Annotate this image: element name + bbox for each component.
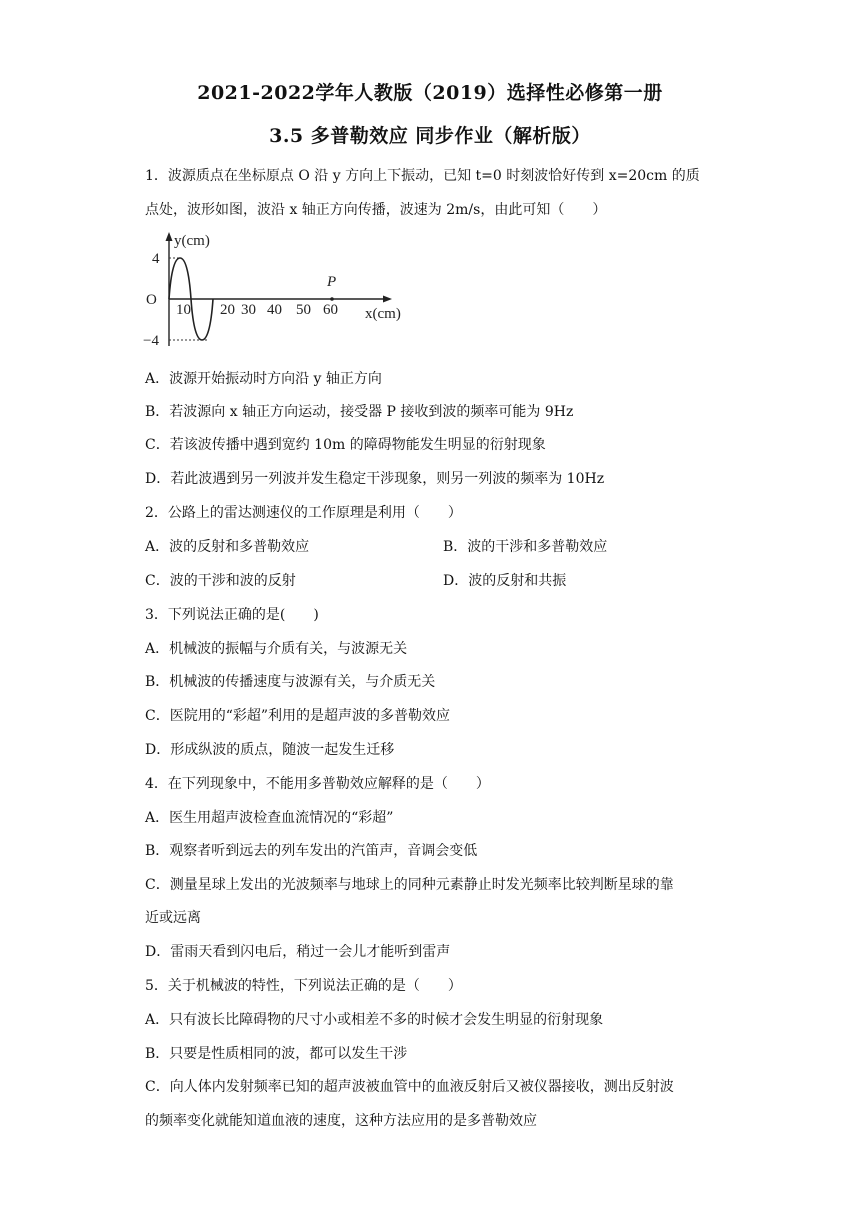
q4-option-a: A．医生用超声波检查血流情况的“彩超” xyxy=(145,810,394,826)
q1-option-b: B．若波源向 x 轴正方向运动，接受器 P 接收到波的频率可能为 9Hz xyxy=(145,404,574,420)
q4-option-b: B．观察者听到远去的列车发出的汽笛声，音调会变低 xyxy=(145,843,478,859)
y-tick-pos: 4 xyxy=(152,251,160,267)
q2-stem: 2．公路上的雷达测速仪的工作原理是利用（ ） xyxy=(145,505,462,521)
q1-stem-line-2: 点处，波形如图，波沿 x 轴正方向传播，波速为 2m/s，由此可知（ ） xyxy=(145,202,607,218)
y-tick-neg: −4 xyxy=(143,333,159,349)
q1-option-d: D．若此波遇到另一列波并发生稳定干涉现象，则另一列波的频率为 10Hz xyxy=(145,471,605,487)
q4-option-d: D．雷雨天看到闪电后，稍过一会儿才能听到雷声 xyxy=(145,944,451,960)
q4-option-c-line-1: C．测量星球上发出的光波频率与地球上的同种元素静止时发光频率比较判断星球的靠 xyxy=(145,877,674,893)
q5-option-b: B．只要是性质相同的波，都可以发生干涉 xyxy=(145,1046,408,1062)
point-p-marker xyxy=(330,297,334,301)
q5-option-c-line-1: C．向人体内发射频率已知的超声波被血管中的血液反射后又被仪器接收，测出反射波 xyxy=(145,1079,674,1095)
x-tick-40: 40 xyxy=(267,302,282,318)
x-tick-20: 20 xyxy=(220,302,235,318)
x-axis-label: x(cm) xyxy=(365,306,401,322)
q5-option-c-line-2: 的频率变化就能知道血液的速度，这种方法应用的是多普勒效应 xyxy=(145,1113,537,1129)
title-line-1: 2021-2022学年人教版（2019）选择性必修第一册 xyxy=(197,82,663,104)
q1-option-a: A．波源开始振动时方向沿 y 轴正方向 xyxy=(145,371,382,387)
q3-option-c: C．医院用的“彩超”利用的是超声波的多普勒效应 xyxy=(145,708,451,724)
q4-option-c-line-2: 近或远离 xyxy=(145,910,201,926)
title-line-2: 3.5 多普勒效应 同步作业（解析版） xyxy=(269,125,591,147)
q5-stem: 5．关于机械波的特性，下列说法正确的是（ ） xyxy=(145,978,462,994)
q5-option-a: A．只有波长比障碍物的尺寸小或相差不多的时候才会发生明显的衍射现象 xyxy=(145,1012,604,1028)
y-axis-arrow xyxy=(166,232,173,241)
q3-option-a: A．机械波的振幅与介质有关，与波源无关 xyxy=(145,641,408,657)
q1-option-c: C．若该波传播中遇到宽约 10m 的障碍物能发生明显的衍射现象 xyxy=(145,437,546,453)
q3-stem: 3．下列说法正确的是( ) xyxy=(145,607,319,623)
wave-graph xyxy=(140,228,420,353)
point-p-label: P xyxy=(327,274,337,290)
x-tick-60: 60 xyxy=(323,302,338,318)
origin-label: O xyxy=(146,292,157,308)
q2-option-b: B．波的干涉和多普勒效应 xyxy=(443,539,608,555)
q1-stem-line-1: 1．波源质点在坐标原点 O 沿 y 方向上下振动，已知 t=0 时刻波恰好传到 x=20cm 的质 xyxy=(145,168,700,184)
x-tick-50: 50 xyxy=(296,302,311,318)
y-axis-label: y(cm) xyxy=(174,233,210,249)
q4-stem: 4．在下列现象中，不能用多普勒效应解释的是（ ） xyxy=(145,776,490,792)
q2-option-d: D．波的反射和共振 xyxy=(443,573,567,589)
x-axis-arrow xyxy=(383,296,392,303)
x-tick-10: 10 xyxy=(176,302,191,318)
q2-option-c: C．波的干涉和波的反射 xyxy=(145,573,296,589)
q3-option-b: B．机械波的传播速度与波源有关，与介质无关 xyxy=(145,674,436,690)
q2-option-a: A．波的反射和多普勒效应 xyxy=(145,539,310,555)
x-tick-30: 30 xyxy=(241,302,256,318)
q3-option-d: D．形成纵波的质点，随波一起发生迁移 xyxy=(145,742,395,758)
